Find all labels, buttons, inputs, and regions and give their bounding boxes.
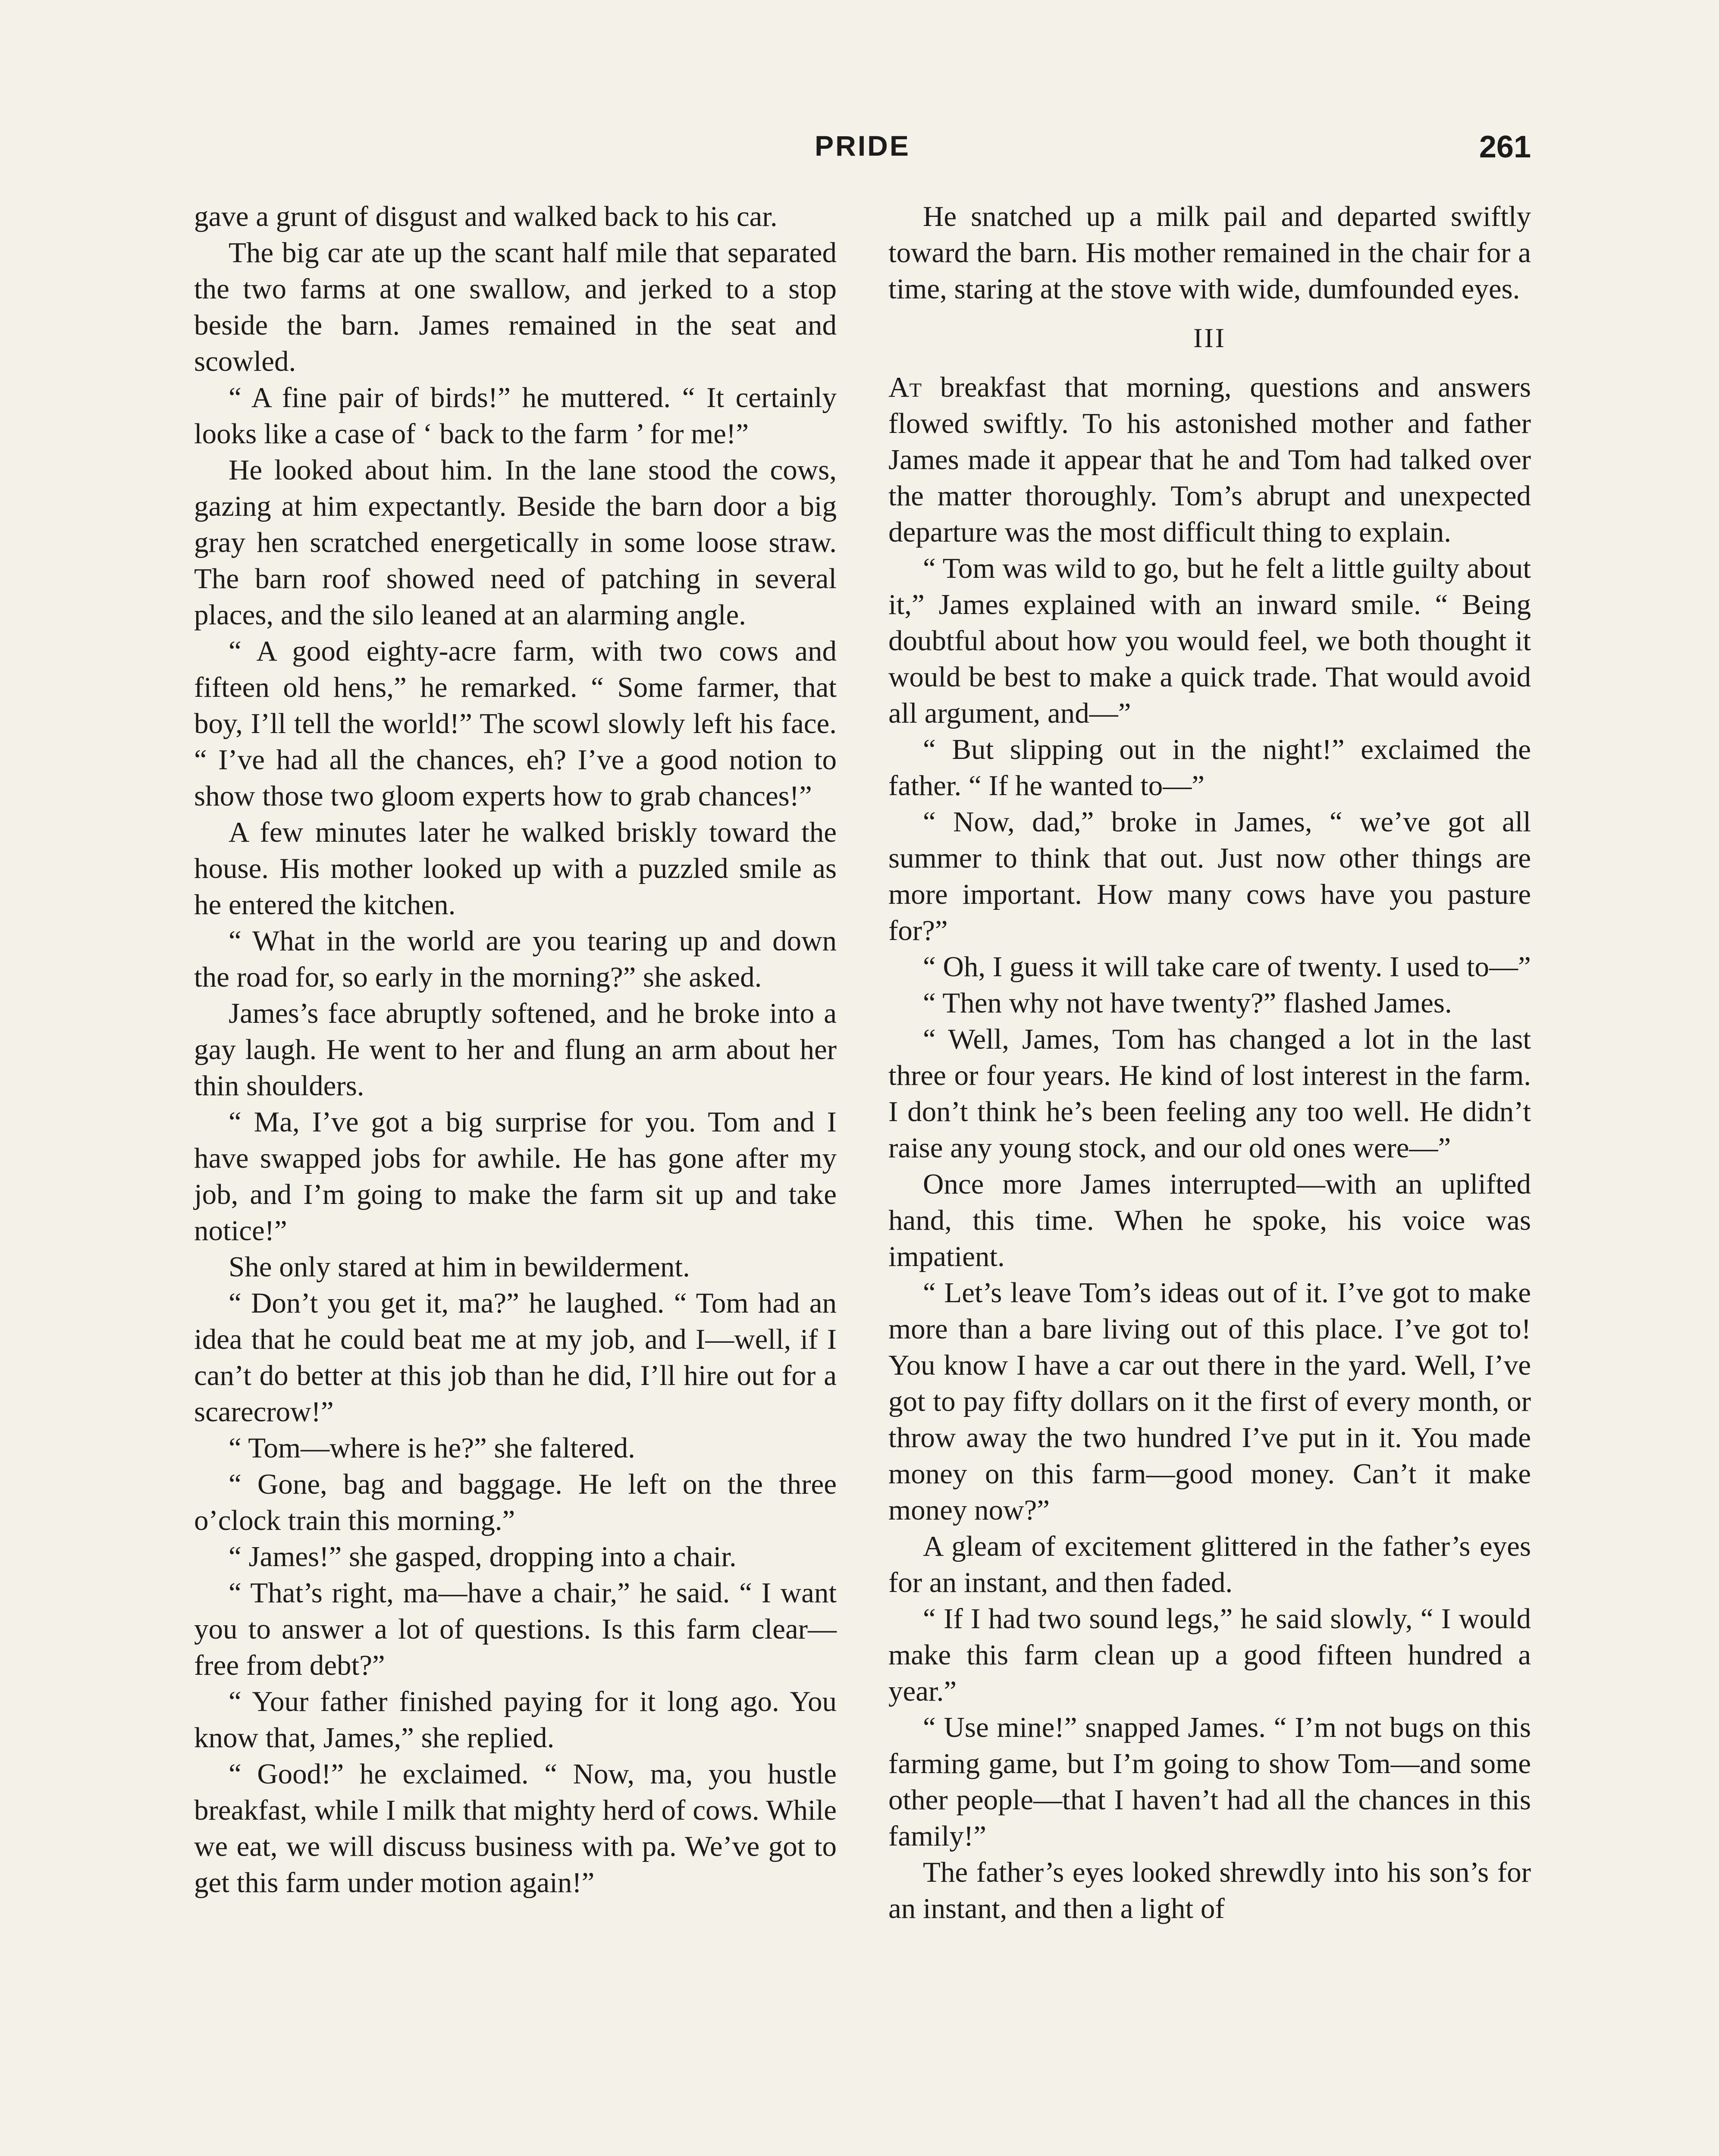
paragraph: “ That’s right, ma—have a chair,” he said. “ I want you to answer a lot of questions. Is this farm clear—free from debt?”	[194, 1577, 837, 1681]
paragraph: “ James!” she gasped, dropping into a chair.	[229, 1541, 737, 1573]
paragraph: A gleam of excitement glittered in the father’s eyes for an instant, and then faded.	[888, 1530, 1531, 1598]
page-header	[194, 129, 1531, 177]
left-column	[194, 198, 837, 2156]
paragraph: “ What in the world are you tearing up and down the road for, so early in the morning?” she asked.	[194, 925, 837, 993]
paragraph: “ Ma, I’ve got a big surprise for you. Tom and I have swapped jobs for awhile. He has gone after my job, and I’m going to make the farm sit up and take notice!”	[194, 1106, 837, 1247]
right-column	[888, 198, 1531, 2156]
paragraph: “ Tom—where is he?” she faltered.	[229, 1432, 635, 1464]
paragraph: “ But slipping out in the night!” exclaimed the father. “ If he wanted to—”	[888, 733, 1531, 802]
paragraph: A few minutes later he walked briskly toward the house. His mother looked up with a puzzled smile as he entered the kitchen.	[194, 816, 837, 921]
paragraph: He snatched up a milk pail and departed swiftly toward the barn. His mother remained in the chair for a time, staring at the stove with wide, dumfounded eyes.	[888, 201, 1531, 305]
paragraph: The big car ate up the scant half mile that separated the two farms at one swallow, and jerked to a stop beside the barn. James remained in the seat and scowled.	[194, 237, 837, 377]
paragraph: Once more James interrupted—with an uplifted hand, this time. When he spoke, his voice was impatient.	[888, 1168, 1531, 1272]
text-columns	[194, 198, 1531, 2156]
paragraph: “ A fine pair of birds!” he muttered. “ It certainly looks like a case of ‘ back to the farm ’ for me!”	[194, 382, 837, 450]
paragraph: “ Good!” he exclaimed. “ Now, ma, you hustle breakfast, while I milk that mighty herd of cows. While we eat, we will discuss business with pa. We’ve got to get this farm under motion again!”	[194, 1758, 837, 1899]
section-opening-paragraph	[888, 369, 1531, 550]
paragraph: The father’s eyes looked shrewdly into his son’s for an instant, and then a light of	[888, 1856, 1531, 1924]
paragraph: “ Now, dad,” broke in James, “ we’ve got all summer to think that out. Just now other things are more important. How many cows have you pasture for?”	[888, 806, 1531, 946]
paragraph: “ Well, James, Tom has changed a lot in the last three or four years. He kind of lost interest in the farm. I don’t think he’s been feeling any too well. He didn’t raise any young stock, and our old ones were—”	[888, 1023, 1531, 1164]
section-heading: III	[1193, 323, 1226, 353]
running-title: PRIDE	[815, 130, 910, 162]
paragraph: gave a grunt of disgust and walked back to his car.	[194, 201, 778, 232]
paragraph: She only stared at him in bewilderment.	[229, 1251, 690, 1283]
opening-text: breakfast that morning, questions and answers flowed swiftly. To his astonished mother and father James made it appear that he and Tom had talked over the matter thoroughly. Tom’s abrupt and unexpected departure was the most difficult thing to explain.	[888, 371, 1531, 548]
paragraph: “ Tom was wild to go, but he felt a little guilty about it,” James explained with an inward smile. “ Being doubtful about how you would feel, we both thought it would be best to make a quick trade. That would avoid all argument, and—”	[888, 552, 1531, 729]
paragraph: “ Then why not have twenty?” flashed James.	[923, 987, 1452, 1019]
opening-word: At	[888, 371, 922, 403]
paragraph: “ Oh, I guess it will take care of twenty. I used to—”	[923, 951, 1531, 983]
paragraph: “ A good eighty-acre farm, with two cows and fifteen old hens,” he remarked. “ Some farmer, that boy, I’ll tell the world!” The scowl slowly left his face. “ I’ve had all the chances, eh? I’ve a good notion to show those two gloom experts how to grab chances!”	[194, 635, 837, 812]
paragraph: “ Your father finished paying for it long ago. You know that, James,” she replied.	[194, 1686, 837, 1754]
paragraph: “ If I had two sound legs,” he said slowly, “ I would make this farm clean up a good fifteen hundred a year.”	[888, 1603, 1531, 1707]
paragraph: “ Gone, bag and baggage. He left on the three o’clock train this morning.”	[194, 1468, 837, 1536]
paragraph: “ Don’t you get it, ma?” he laughed. “ Tom had an idea that he could beat me at my job, and I—well, if I can’t do better at this job than he did, I’ll hire out for a scarecrow!”	[194, 1287, 837, 1428]
paragraph: He looked about him. In the lane stood the cows, gazing at him expectantly. Beside the barn door a big gray hen scratched energetically in some loose straw. The barn roof showed need of patching in several places, and the silo leaned at an alarming angle.	[194, 454, 837, 631]
paragraph: “ Use mine!” snapped James. “ I’m not bugs on this farming game, but I’m going to show Tom—and some other people—that I haven’t had all the chances in this family!”	[888, 1711, 1531, 1852]
page	[194, 129, 1531, 2156]
page-number: 261	[1479, 130, 1531, 164]
paragraph: “ Let’s leave Tom’s ideas out of it. I’ve got to make more than a bare living out of this place. I’ve got to! You know I have a car out there in the yard. Well, I’ve got to pay fifty dollars on it the first of every month, or throw away the two hundred I’ve put in it. You made money on this farm—good money. Can’t it make money now?”	[888, 1277, 1531, 1526]
paragraph: James’s face abruptly softened, and he broke into a gay laugh. He went to her and flung an arm about her thin shoulders.	[194, 997, 837, 1102]
